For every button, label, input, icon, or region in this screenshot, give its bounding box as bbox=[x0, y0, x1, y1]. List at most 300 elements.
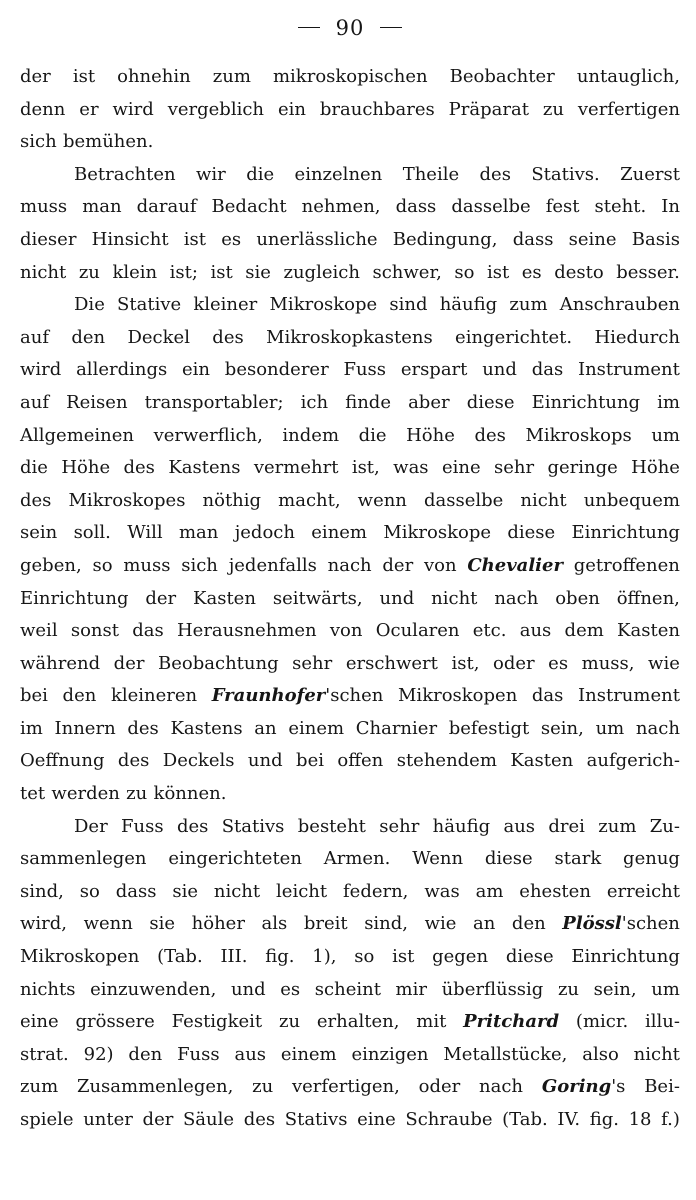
word: ehesten bbox=[519, 880, 591, 902]
word: bei bbox=[296, 750, 324, 772]
word: nach bbox=[479, 1076, 524, 1098]
word: sein bbox=[20, 522, 58, 544]
word: ist, bbox=[351, 457, 380, 479]
author-name: Goring bbox=[541, 1076, 612, 1098]
word: einem bbox=[288, 717, 345, 739]
word: tet bbox=[20, 783, 46, 805]
word: den bbox=[128, 1043, 163, 1065]
author-name: Plössl bbox=[562, 913, 622, 935]
word: soll. bbox=[73, 522, 111, 544]
word: befestigt bbox=[448, 717, 530, 739]
word: steht. bbox=[594, 196, 647, 218]
text-line bbox=[20, 452, 680, 485]
word: Bei- bbox=[644, 1076, 680, 1098]
word: indem bbox=[282, 424, 340, 446]
word: eine bbox=[357, 1109, 396, 1130]
word: wir bbox=[196, 163, 226, 185]
word: nicht bbox=[520, 489, 567, 511]
text-line bbox=[20, 1006, 680, 1039]
word: Bedingung, bbox=[392, 228, 498, 250]
word: sein, bbox=[593, 978, 637, 1000]
text-line bbox=[20, 550, 680, 583]
word: eingerichteten bbox=[168, 848, 302, 870]
word: oben bbox=[555, 587, 600, 609]
word: im bbox=[20, 717, 43, 739]
header-right-dash bbox=[380, 27, 402, 28]
author-name: Chevalier bbox=[467, 554, 563, 576]
word: Kastens bbox=[170, 717, 243, 739]
word: Mikroskope bbox=[269, 294, 378, 316]
word: Kasten bbox=[617, 620, 680, 642]
word: Basis bbox=[631, 228, 680, 250]
word: können. bbox=[153, 783, 227, 805]
word: Fuss bbox=[177, 1043, 220, 1065]
word: dasselbe bbox=[451, 196, 531, 218]
text-line bbox=[20, 1039, 680, 1072]
word: es bbox=[548, 652, 569, 674]
word: sehr bbox=[493, 457, 535, 479]
word: zum bbox=[212, 66, 251, 87]
word: Fuss bbox=[343, 359, 387, 381]
word: zu bbox=[126, 783, 148, 805]
text-line bbox=[20, 61, 680, 94]
word: f.) bbox=[661, 1109, 680, 1130]
word: diese bbox=[507, 522, 556, 544]
word: sich bbox=[20, 131, 57, 153]
word: spiele bbox=[20, 1109, 74, 1130]
author-name: Fraunhofer bbox=[211, 685, 326, 707]
text-line bbox=[20, 159, 680, 192]
word: wird bbox=[20, 359, 62, 381]
word: zum bbox=[20, 1076, 59, 1098]
word: eingerichtet. bbox=[455, 326, 573, 348]
word: ist, bbox=[451, 652, 480, 674]
word: aber bbox=[408, 391, 450, 413]
word: um bbox=[595, 717, 625, 739]
word: Schraube bbox=[405, 1109, 493, 1130]
word bbox=[463, 1006, 559, 1039]
word: Einrichtung bbox=[531, 391, 641, 413]
word: nach bbox=[494, 587, 539, 609]
text-line bbox=[20, 583, 680, 616]
word: ein bbox=[277, 98, 306, 120]
word: ist bbox=[72, 66, 96, 87]
word: zu bbox=[557, 978, 580, 1000]
word: seine bbox=[568, 228, 617, 250]
word: fest bbox=[545, 196, 580, 218]
word: ein bbox=[182, 359, 211, 381]
word: vermehrt bbox=[253, 457, 339, 479]
word: Mikroskope bbox=[383, 522, 492, 544]
word: stehendem bbox=[396, 750, 497, 772]
word: scheint bbox=[314, 978, 381, 1000]
word: Kasten bbox=[193, 587, 256, 609]
word: so bbox=[92, 554, 113, 576]
word: es bbox=[521, 261, 542, 283]
word: muss, bbox=[581, 652, 635, 674]
word: zum bbox=[509, 294, 548, 316]
word: erhalten, bbox=[316, 1011, 400, 1033]
word: sie bbox=[149, 913, 176, 935]
word: oder bbox=[492, 652, 535, 674]
word: Mikroskopkastens bbox=[266, 326, 433, 348]
word: aufgerich- bbox=[586, 750, 680, 772]
word: Theile bbox=[402, 163, 460, 185]
word: sonst bbox=[70, 620, 119, 642]
word: dass bbox=[115, 880, 157, 902]
word: sie bbox=[172, 880, 198, 902]
word: und bbox=[482, 359, 517, 381]
word: Mikroskopen bbox=[398, 685, 518, 707]
header-left-dash bbox=[298, 27, 320, 28]
word: geringe bbox=[547, 457, 618, 479]
word: einem bbox=[280, 1043, 337, 1065]
word: Der bbox=[74, 815, 108, 837]
word: nach bbox=[635, 717, 680, 739]
word: Reisen bbox=[66, 391, 128, 413]
word: nicht bbox=[633, 1043, 680, 1065]
word: Instrument bbox=[578, 685, 680, 707]
word: wenn bbox=[357, 489, 407, 511]
word: man bbox=[178, 522, 219, 544]
word: macht, bbox=[278, 489, 341, 511]
text-line bbox=[20, 778, 680, 811]
word: sich bbox=[181, 554, 218, 576]
word: häufig bbox=[432, 815, 491, 837]
word: besteht bbox=[297, 815, 366, 837]
word: Mikroskopes bbox=[68, 489, 186, 511]
word: das bbox=[531, 359, 564, 381]
word: mikroskopischen bbox=[272, 66, 428, 87]
word: Höhe bbox=[61, 457, 111, 479]
word: bei bbox=[20, 685, 48, 707]
word bbox=[467, 550, 563, 583]
word: des bbox=[117, 750, 150, 772]
word: des bbox=[479, 163, 511, 185]
word: im bbox=[657, 391, 680, 413]
text-line bbox=[20, 289, 680, 322]
text-line bbox=[20, 517, 680, 550]
word: einzigen bbox=[351, 1043, 429, 1065]
word: höher bbox=[191, 913, 245, 935]
word: eine bbox=[20, 1011, 59, 1033]
word: (Tab. bbox=[157, 946, 203, 968]
word: Säule bbox=[182, 1109, 235, 1130]
word: 18 bbox=[628, 1109, 652, 1130]
word: Instrument bbox=[577, 359, 680, 381]
word: diese bbox=[484, 848, 533, 870]
word: die bbox=[358, 424, 387, 446]
word: Zusammenlegen, bbox=[76, 1076, 234, 1098]
word: sind, bbox=[364, 913, 409, 935]
word: nicht bbox=[431, 587, 478, 609]
word: diese bbox=[466, 391, 515, 413]
word: ist; bbox=[169, 261, 198, 283]
word: klein bbox=[112, 261, 158, 283]
word: nicht bbox=[20, 261, 67, 283]
word: ist bbox=[183, 228, 207, 250]
word: kleiner bbox=[193, 294, 258, 316]
word: man bbox=[82, 196, 122, 218]
word: genug bbox=[623, 848, 680, 870]
word: zu bbox=[542, 98, 564, 120]
word: fig. bbox=[589, 1109, 619, 1130]
text-line bbox=[20, 974, 680, 1007]
word: so bbox=[79, 880, 100, 902]
page-header bbox=[20, 8, 680, 48]
word: desto bbox=[554, 261, 604, 283]
book-page bbox=[20, 8, 680, 1192]
word: erschwert bbox=[345, 652, 438, 674]
text-line bbox=[20, 648, 680, 681]
word: Stativs bbox=[284, 1109, 348, 1130]
word: (micr. bbox=[575, 1011, 629, 1033]
text-line bbox=[20, 257, 680, 290]
word: Hinsicht bbox=[91, 228, 169, 250]
word: Höhe bbox=[406, 424, 455, 446]
text-line bbox=[20, 322, 680, 355]
word: Fuss bbox=[121, 815, 164, 837]
text-line bbox=[20, 713, 680, 746]
word: denn bbox=[20, 98, 66, 120]
page-number: 90 bbox=[335, 16, 365, 40]
word: drei bbox=[548, 815, 585, 837]
word: des bbox=[212, 326, 244, 348]
text-line bbox=[20, 387, 680, 420]
word: Die bbox=[74, 294, 105, 316]
word: Beobachter bbox=[449, 66, 555, 87]
word: auf bbox=[20, 326, 49, 348]
word: federn, bbox=[343, 880, 409, 902]
text-line bbox=[20, 420, 680, 453]
word: Einrichtung bbox=[20, 587, 129, 609]
word: jedoch bbox=[234, 522, 295, 544]
text-line bbox=[20, 1071, 680, 1104]
word: Goring's bbox=[542, 1071, 626, 1104]
word: überflüssig bbox=[441, 978, 544, 1000]
word: sammenlegen bbox=[20, 848, 147, 870]
word: sehr bbox=[292, 652, 333, 674]
word: aus bbox=[234, 1043, 267, 1065]
word: muss bbox=[123, 554, 171, 576]
word: nicht bbox=[213, 880, 261, 902]
word: etc. bbox=[472, 620, 507, 642]
word: breit bbox=[303, 913, 348, 935]
word: nach bbox=[327, 554, 372, 576]
word: Fraunhofer'schen bbox=[212, 680, 384, 713]
word: es bbox=[221, 228, 242, 250]
word: um bbox=[651, 978, 680, 1000]
word: während bbox=[20, 652, 101, 674]
word: muss bbox=[20, 196, 68, 218]
word: einzuwenden, bbox=[90, 978, 217, 1000]
text-line bbox=[20, 126, 680, 159]
word: Hiedurch bbox=[594, 326, 680, 348]
word: Will bbox=[127, 522, 163, 544]
text-line bbox=[20, 876, 680, 909]
word: an bbox=[254, 717, 277, 739]
word: das bbox=[132, 620, 164, 642]
word: kleineren bbox=[110, 685, 198, 707]
word: der bbox=[145, 587, 177, 609]
word: an bbox=[473, 913, 496, 935]
word: nehmen, bbox=[301, 196, 381, 218]
text-line bbox=[20, 941, 680, 974]
word: unter bbox=[83, 1109, 133, 1130]
word: des bbox=[474, 424, 506, 446]
word: zum bbox=[598, 815, 637, 837]
word: Kasten bbox=[510, 750, 574, 772]
word: der bbox=[20, 66, 51, 87]
word: Beobachtung bbox=[158, 652, 279, 674]
word: der bbox=[382, 554, 414, 576]
word: ich bbox=[300, 391, 329, 413]
word: Zu- bbox=[649, 815, 680, 837]
word: ist bbox=[210, 261, 233, 283]
word: jedenfalls bbox=[228, 554, 317, 576]
word: Deckels bbox=[162, 750, 235, 772]
word: darauf bbox=[136, 196, 197, 218]
text-line bbox=[20, 908, 680, 941]
word: Zuerst bbox=[620, 163, 680, 185]
word: nöthig bbox=[202, 489, 262, 511]
word: ist bbox=[392, 946, 415, 968]
word: besonderer bbox=[224, 359, 329, 381]
word: aus bbox=[519, 620, 552, 642]
word: leicht bbox=[276, 880, 328, 902]
word: besser. bbox=[616, 261, 680, 283]
word: Armen. bbox=[323, 848, 391, 870]
word: stark bbox=[554, 848, 602, 870]
word: weil bbox=[20, 620, 58, 642]
word: Höhe bbox=[631, 457, 680, 479]
word: zu bbox=[252, 1076, 274, 1098]
word: er bbox=[79, 98, 99, 120]
word: zugleich bbox=[283, 261, 360, 283]
word: dass bbox=[512, 228, 554, 250]
word: als bbox=[261, 913, 288, 935]
word: vergeblich bbox=[167, 98, 265, 120]
word: Mikroskopen bbox=[20, 946, 140, 968]
word: allerdings bbox=[76, 359, 168, 381]
word: zu bbox=[278, 1011, 301, 1033]
word: wenn bbox=[83, 913, 133, 935]
word: Kastens bbox=[168, 457, 241, 479]
word: einzelnen bbox=[294, 163, 383, 185]
word: den bbox=[511, 913, 546, 935]
word: und bbox=[247, 750, 283, 772]
word: auf bbox=[20, 391, 49, 413]
word: Präparat bbox=[448, 98, 529, 120]
word: seitwärts, bbox=[272, 587, 363, 609]
word: fig. bbox=[265, 946, 295, 968]
word: gegen bbox=[432, 946, 489, 968]
word: 1), bbox=[312, 946, 337, 968]
word: häufig bbox=[439, 294, 498, 316]
word: was bbox=[424, 880, 460, 902]
word: erreicht bbox=[606, 880, 680, 902]
word: grössere bbox=[75, 1011, 155, 1033]
word: oder bbox=[418, 1076, 461, 1098]
word: so bbox=[454, 261, 475, 283]
word: des bbox=[20, 489, 52, 511]
word: eine bbox=[441, 457, 481, 479]
word: Charnier bbox=[355, 717, 438, 739]
word: Einrichtung bbox=[571, 522, 680, 544]
word: Stative bbox=[117, 294, 182, 316]
word: was bbox=[393, 457, 429, 479]
text-line bbox=[20, 354, 680, 387]
text-line bbox=[20, 224, 680, 257]
word: ohnehin bbox=[117, 66, 191, 87]
word: offen bbox=[337, 750, 384, 772]
word: dasselbe bbox=[423, 489, 504, 511]
word: sein, bbox=[540, 717, 584, 739]
word: einem bbox=[311, 522, 368, 544]
word: unbequem bbox=[583, 489, 680, 511]
word: Deckel bbox=[127, 326, 190, 348]
word: Wenn bbox=[412, 848, 464, 870]
word: des bbox=[127, 717, 159, 739]
word: der bbox=[113, 652, 145, 674]
word: sind bbox=[389, 294, 428, 316]
word: schwer, bbox=[372, 261, 442, 283]
word: bemühen. bbox=[62, 131, 154, 153]
text-line bbox=[20, 191, 680, 224]
word: ist bbox=[486, 261, 510, 283]
author-name: Pritchard bbox=[463, 1011, 560, 1033]
word: Mikroskops bbox=[525, 424, 632, 446]
word: und bbox=[379, 587, 415, 609]
word: Einrichtung bbox=[571, 946, 680, 968]
word: wird, bbox=[20, 913, 68, 935]
text-line bbox=[20, 485, 680, 518]
word: nichts bbox=[20, 978, 76, 1000]
word: getroffenen bbox=[573, 554, 680, 576]
word: von bbox=[423, 554, 457, 576]
word: zu bbox=[78, 261, 100, 283]
word: des bbox=[243, 1109, 276, 1130]
word: mir bbox=[395, 978, 427, 1000]
word: In bbox=[661, 196, 680, 218]
word: erspart bbox=[400, 359, 468, 381]
word: Oeffnung bbox=[20, 750, 105, 772]
text-line bbox=[20, 680, 680, 713]
word: sind, bbox=[20, 880, 64, 902]
word: finde bbox=[345, 391, 391, 413]
word: aus bbox=[503, 815, 536, 837]
word: Herausnehmen bbox=[176, 620, 317, 642]
word: unerlässliche bbox=[256, 228, 378, 250]
word: Betrachten bbox=[74, 163, 176, 185]
word: geben, bbox=[20, 554, 82, 576]
word: wie bbox=[648, 652, 680, 674]
word: (Tab. bbox=[502, 1109, 548, 1130]
text-line bbox=[20, 615, 680, 648]
word: also bbox=[582, 1043, 619, 1065]
word: Innern bbox=[54, 717, 116, 739]
text-line bbox=[20, 94, 680, 127]
word: und bbox=[230, 978, 266, 1000]
word: Stativs. bbox=[531, 163, 600, 185]
word: öffnen, bbox=[616, 587, 680, 609]
word: am bbox=[475, 880, 504, 902]
word: Ocularen bbox=[375, 620, 460, 642]
word: wird bbox=[112, 98, 154, 120]
text-line bbox=[20, 1104, 680, 1137]
word: transportabler; bbox=[144, 391, 284, 413]
word: verfertigen, bbox=[291, 1076, 400, 1098]
